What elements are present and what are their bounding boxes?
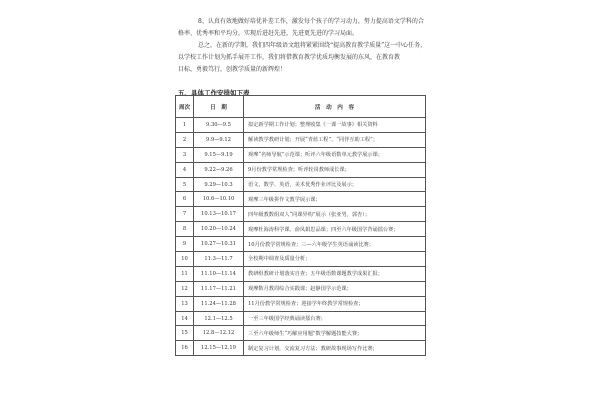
section-title: 五、具体工作安排如下表: [178, 89, 250, 97]
table-row: [176, 132, 426, 147]
activity-cell: 语文、数学、英语，美术优秀作业评比及展示；: [244, 177, 426, 192]
paragraph-line-1: 8、认真有效地做好培优补差工作，激发每个孩子的学习动力，努力提高语文学科的合: [198, 18, 424, 25]
paragraph-line-3: 总之，在新的学期，我们四年级语文组将紧紧围绕“提高教育教学质量”这一中心任务，: [198, 42, 427, 49]
week-cell: 14: [176, 311, 194, 326]
table-header-row: [176, 96, 426, 118]
date-cell: 9.30—9.5: [194, 118, 244, 133]
activity-cell: 观摩三年级拼作文教学展示课；: [244, 192, 426, 207]
week-cell: 11: [176, 266, 194, 281]
activity-cell: 拟定新学期工作计划；整理收集《一课一故事》相关资料: [244, 118, 426, 133]
date-cell: 10.20—10.24: [194, 222, 244, 237]
week-cell: 15: [176, 326, 194, 341]
date-cell: 11.10—11.14: [194, 266, 244, 281]
paragraph-line-2: 格率、优秀率和平均分，实现后进赶先进，先进更先进的学习局面。: [178, 30, 359, 37]
date-cell: 10.13—10.17: [194, 207, 244, 222]
date-cell: 9.22—9.26: [194, 162, 244, 177]
date-cell: 12.1—12.5: [194, 311, 244, 326]
date-cell: 12.8—12.12: [194, 326, 244, 341]
date-cell: 9.15—9.19: [194, 147, 244, 162]
activity-cell: 观摩“名师导航”示范课；听评六年级语数单元教学展示课；: [244, 147, 426, 162]
header-date: 日 期: [194, 96, 244, 118]
activity-cell: 解读教学教研计划；开展“青蓝工程”、“同伴互助工程”；: [244, 132, 426, 147]
paragraph-line-4: 以学校工作计划为抓手展开工作，我们将借教育教学优质均衡发展的东风，在教育教: [178, 54, 401, 61]
date-cell: 9.9—9.12: [194, 132, 244, 147]
date-cell: 11.3—11.7: [194, 252, 244, 267]
table-row: [176, 266, 426, 281]
week-cell: 2: [176, 132, 194, 147]
table-row: [176, 341, 426, 356]
table-row: [176, 118, 426, 133]
table-row: [176, 326, 426, 341]
date-cell: 12.15—12.19: [194, 341, 244, 356]
week-cell: 5: [176, 177, 194, 192]
week-cell: 3: [176, 147, 194, 162]
table-row: [176, 237, 426, 252]
schedule-table: [175, 95, 426, 356]
table-row: [176, 162, 426, 177]
table-row: [176, 222, 426, 237]
week-cell: 12: [176, 281, 194, 296]
table-row: [176, 177, 426, 192]
activity-cell: 观摩杜海涛科学课、俞凤娟思品课；四至六年级国学背诵擂台赛；: [244, 222, 426, 237]
activity-cell: 教研组教研计划落实自查；五年级语数课题教学成果汇报；: [244, 266, 426, 281]
activity-cell: 10月份教学常规检查；三—六年级学生英语诵读比赛；: [244, 237, 426, 252]
week-cell: 9: [176, 237, 194, 252]
table-row: [176, 147, 426, 162]
table-row: [176, 311, 426, 326]
activity-cell: 9月份教学常规检查；听评轮岗教师成长课；: [244, 162, 426, 177]
activity-cell: 观摩数月教周综合实践课；赵静国学示范课；: [244, 281, 426, 296]
table-row: [176, 281, 426, 296]
week-cell: 6: [176, 192, 194, 207]
activity-cell: 一至三年级国学经典诵读擂台赛；: [244, 311, 426, 326]
header-activity: 活 动 内 容: [244, 96, 426, 118]
week-cell: 7: [176, 207, 194, 222]
table-row: [176, 192, 426, 207]
date-cell: 10.27—10.31: [194, 237, 244, 252]
header-week: 周次: [176, 96, 194, 118]
table-row: [176, 207, 426, 222]
week-cell: 8: [176, 222, 194, 237]
date-cell: 10.6—10.10: [194, 192, 244, 207]
week-cell: 4: [176, 162, 194, 177]
table-row: [176, 296, 426, 311]
activity-cell: 11月份教学常规检查；迎接学年终教学常规检查；: [244, 296, 426, 311]
week-cell: 13: [176, 296, 194, 311]
week-cell: 10: [176, 252, 194, 267]
date-cell: 11.17—11.21: [194, 281, 244, 296]
activity-cell: 全校期中调查及质量分析；: [244, 252, 426, 267]
week-cell: 16: [176, 341, 194, 356]
activity-cell: 制定复习计划，交流复习方法；教研故事现场写作比赛；: [244, 341, 426, 356]
table-row: [176, 252, 426, 267]
week-cell: 1: [176, 118, 194, 133]
date-cell: 9.29—10.3: [194, 177, 244, 192]
date-cell: 11.24—11.28: [194, 296, 244, 311]
activity-cell: 四年级教数组双人“同课异构”展示（张亚男，郭杏）；: [244, 207, 426, 222]
paragraph-line-5: 目标，勇毅笃行，创教学质量的新辉煌！: [178, 66, 287, 73]
activity-cell: 三至六年级师生“巧解应用题”数学解题技能大赛；: [244, 326, 426, 341]
